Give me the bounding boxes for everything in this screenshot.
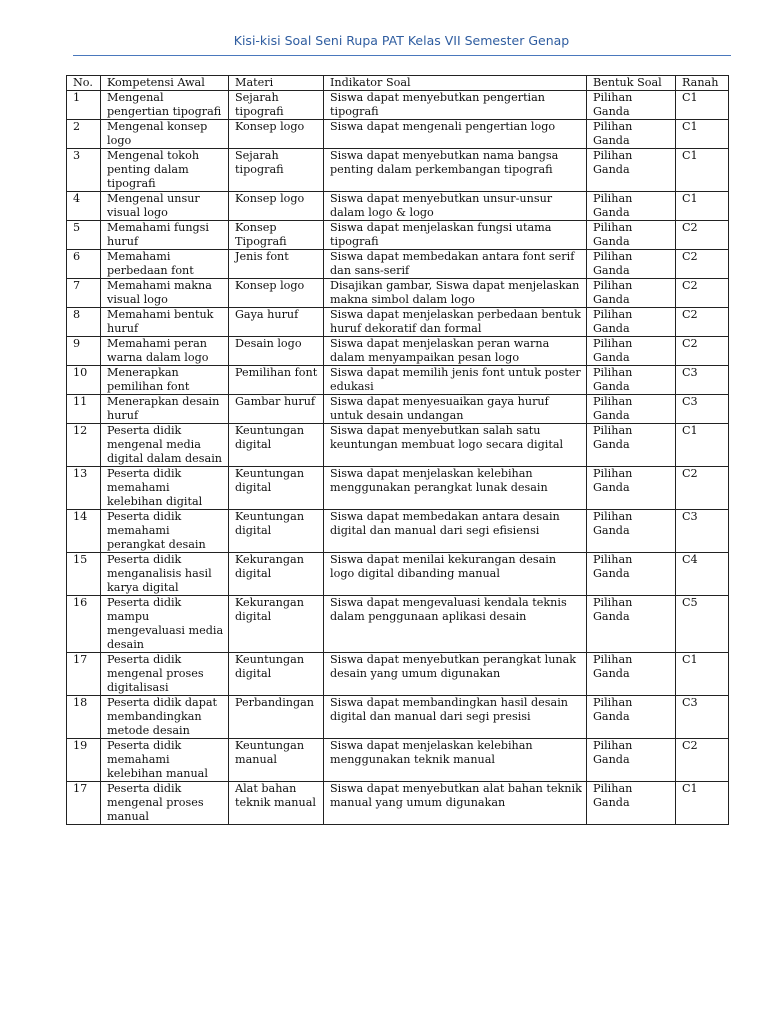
header-bentuk-soal: Bentuk Soal (587, 76, 676, 91)
cell-bentuk-soal: Pilihan Ganda (587, 739, 676, 782)
cell-bentuk-soal: Pilihan Ganda (587, 424, 676, 467)
table-row (67, 424, 729, 467)
cell-ranah: C1 (676, 424, 729, 467)
cell-no: 11 (67, 395, 101, 424)
cell-indikator-soal: Siswa dapat membedakan antara desain digital dan manual dari segi efisiensi (324, 510, 587, 553)
cell-kompetensi-awal: Peserta didik dapat membandingkan metode desain (101, 696, 229, 739)
cell-bentuk-soal: Pilihan Ganda (587, 192, 676, 221)
cell-kompetensi-awal: Peserta didik mengenal media digital dalam desain (101, 424, 229, 467)
header-indikator-soal: Indikator Soal (324, 76, 587, 91)
cell-materi: Keuntungan digital (229, 510, 324, 553)
cell-ranah: C1 (676, 782, 729, 825)
cell-ranah: C1 (676, 149, 729, 192)
cell-materi: Konsep logo (229, 192, 324, 221)
cell-no: 14 (67, 510, 101, 553)
cell-bentuk-soal: Pilihan Ganda (587, 221, 676, 250)
cell-ranah: C3 (676, 366, 729, 395)
cell-bentuk-soal: Pilihan Ganda (587, 510, 676, 553)
cell-indikator-soal: Siswa dapat menyebutkan unsur-unsur dalam logo & logo (324, 192, 587, 221)
cell-materi: Konsep logo (229, 120, 324, 149)
cell-ranah: C1 (676, 91, 729, 120)
header-no: No. (67, 76, 101, 91)
cell-materi: Konsep Tipografi (229, 221, 324, 250)
table-row (67, 192, 729, 221)
kisi-kisi-table (66, 75, 729, 825)
cell-no: 1 (67, 91, 101, 120)
cell-ranah: C2 (676, 250, 729, 279)
cell-kompetensi-awal: Menerapkan pemilihan font (101, 366, 229, 395)
cell-kompetensi-awal: Peserta didik mengenal proses manual (101, 782, 229, 825)
cell-indikator-soal: Siswa dapat menyebutkan nama bangsa penting dalam perkembangan tipografi (324, 149, 587, 192)
cell-indikator-soal: Siswa dapat menyesuaikan gaya huruf untuk desain undangan (324, 395, 587, 424)
cell-materi: Kekurangan digital (229, 553, 324, 596)
cell-bentuk-soal: Pilihan Ganda (587, 596, 676, 653)
cell-indikator-soal: Siswa dapat membedakan antara font serif dan sans-serif (324, 250, 587, 279)
cell-no: 19 (67, 739, 101, 782)
cell-no: 15 (67, 553, 101, 596)
cell-kompetensi-awal: Memahami perbedaan font (101, 250, 229, 279)
cell-materi: Keuntungan digital (229, 424, 324, 467)
table-row (67, 782, 729, 825)
cell-indikator-soal: Siswa dapat menilai kekurangan desain logo digital dibanding manual (324, 553, 587, 596)
cell-ranah: C3 (676, 696, 729, 739)
cell-materi: Kekurangan digital (229, 596, 324, 653)
cell-indikator-soal: Siswa dapat menjelaskan perbedaan bentuk huruf dekoratif dan formal (324, 308, 587, 337)
cell-ranah: C1 (676, 192, 729, 221)
cell-ranah: C1 (676, 653, 729, 696)
cell-indikator-soal: Siswa dapat menyebutkan salah satu keuntungan membuat logo secara digital (324, 424, 587, 467)
cell-materi: Keuntungan manual (229, 739, 324, 782)
cell-no: 3 (67, 149, 101, 192)
cell-no: 5 (67, 221, 101, 250)
cell-kompetensi-awal: Memahami peran warna dalam logo (101, 337, 229, 366)
cell-indikator-soal: Siswa dapat menjelaskan kelebihan menggunakan perangkat lunak desain (324, 467, 587, 510)
cell-materi: Keuntungan digital (229, 653, 324, 696)
cell-bentuk-soal: Pilihan Ganda (587, 308, 676, 337)
page-title: Kisi-kisi Soal Seni Rupa PAT Kelas VII Semester Genap (233, 33, 570, 48)
cell-no: 12 (67, 424, 101, 467)
cell-ranah: C2 (676, 337, 729, 366)
cell-materi: Jenis font (229, 250, 324, 279)
cell-materi: Perbandingan (229, 696, 324, 739)
cell-no: 8 (67, 308, 101, 337)
table-row (67, 221, 729, 250)
cell-bentuk-soal: Pilihan Ganda (587, 366, 676, 395)
cell-ranah: C5 (676, 596, 729, 653)
cell-indikator-soal: Siswa dapat menyebutkan pengertian tipografi (324, 91, 587, 120)
cell-bentuk-soal: Pilihan Ganda (587, 467, 676, 510)
table-row (67, 739, 729, 782)
cell-kompetensi-awal: Mengenal konsep logo (101, 120, 229, 149)
cell-materi: Sejarah tipografi (229, 149, 324, 192)
header-materi: Materi (229, 76, 324, 91)
cell-bentuk-soal: Pilihan Ganda (587, 696, 676, 739)
cell-indikator-soal: Siswa dapat menjelaskan peran warna dalam menyampaikan pesan logo (324, 337, 587, 366)
table-row (67, 596, 729, 653)
cell-kompetensi-awal: Peserta didik menganalisis hasil karya digital (101, 553, 229, 596)
cell-kompetensi-awal: Peserta didik mampu mengevaluasi media desain (101, 596, 229, 653)
cell-materi: Sejarah tipografi (229, 91, 324, 120)
cell-kompetensi-awal: Memahami makna visual logo (101, 279, 229, 308)
cell-indikator-soal: Siswa dapat membandingkan hasil desain digital dan manual dari segi presisi (324, 696, 587, 739)
cell-ranah: C1 (676, 120, 729, 149)
cell-kompetensi-awal: Peserta didik memahami perangkat desain (101, 510, 229, 553)
cell-indikator-soal: Siswa dapat memilih jenis font untuk poster edukasi (324, 366, 587, 395)
cell-materi: Desain logo (229, 337, 324, 366)
cell-indikator-soal: Siswa dapat menjelaskan fungsi utama tipografi (324, 221, 587, 250)
cell-no: 17 (67, 782, 101, 825)
cell-ranah: C2 (676, 221, 729, 250)
cell-no: 4 (67, 192, 101, 221)
cell-indikator-soal: Siswa dapat menjelaskan kelebihan menggunakan teknik manual (324, 739, 587, 782)
cell-no: 7 (67, 279, 101, 308)
cell-materi: Gaya huruf (229, 308, 324, 337)
title-divider (73, 55, 731, 56)
cell-ranah: C2 (676, 308, 729, 337)
cell-bentuk-soal: Pilihan Ganda (587, 250, 676, 279)
cell-no: 9 (67, 337, 101, 366)
cell-indikator-soal: Siswa dapat mengenali pengertian logo (324, 120, 587, 149)
table-row (67, 337, 729, 366)
cell-ranah: C2 (676, 279, 729, 308)
table-row (67, 696, 729, 739)
header-kompetensi-awal: Kompetensi Awal (101, 76, 229, 91)
cell-kompetensi-awal: Peserta didik memahami kelebihan digital (101, 467, 229, 510)
table-row (67, 91, 729, 120)
cell-bentuk-soal: Pilihan Ganda (587, 149, 676, 192)
cell-kompetensi-awal: Peserta didik memahami kelebihan manual (101, 739, 229, 782)
cell-no: 6 (67, 250, 101, 279)
table-row (67, 279, 729, 308)
cell-kompetensi-awal: Mengenal tokoh penting dalam tipografi (101, 149, 229, 192)
cell-bentuk-soal: Pilihan Ganda (587, 337, 676, 366)
cell-bentuk-soal: Pilihan Ganda (587, 120, 676, 149)
cell-indikator-soal: Siswa dapat menyebutkan perangkat lunak desain yang umum digunakan (324, 653, 587, 696)
header-ranah: Ranah (676, 76, 729, 91)
table-row (67, 120, 729, 149)
cell-ranah: C4 (676, 553, 729, 596)
table-header-row (67, 76, 729, 91)
cell-ranah: C3 (676, 395, 729, 424)
cell-no: 17 (67, 653, 101, 696)
cell-materi: Pemilihan font (229, 366, 324, 395)
cell-no: 18 (67, 696, 101, 739)
cell-kompetensi-awal: Mengenal pengertian tipografi (101, 91, 229, 120)
cell-bentuk-soal: Pilihan Ganda (587, 653, 676, 696)
table-row (67, 653, 729, 696)
cell-kompetensi-awal: Mengenal unsur visual logo (101, 192, 229, 221)
table-row (67, 467, 729, 510)
table-row (67, 149, 729, 192)
cell-indikator-soal: Siswa dapat menyebutkan alat bahan teknik manual yang umum digunakan (324, 782, 587, 825)
table-row (67, 510, 729, 553)
cell-kompetensi-awal: Memahami bentuk huruf (101, 308, 229, 337)
cell-indikator-soal: Siswa dapat mengevaluasi kendala teknis dalam penggunaan aplikasi desain (324, 596, 587, 653)
table-row (67, 250, 729, 279)
table-row (67, 395, 729, 424)
cell-kompetensi-awal: Peserta didik mengenal proses digitalisasi (101, 653, 229, 696)
cell-ranah: C3 (676, 510, 729, 553)
cell-no: 10 (67, 366, 101, 395)
cell-no: 13 (67, 467, 101, 510)
cell-materi: Gambar huruf (229, 395, 324, 424)
cell-materi: Konsep logo (229, 279, 324, 308)
cell-indikator-soal: Disajikan gambar, Siswa dapat menjelaskan makna simbol dalam logo (324, 279, 587, 308)
cell-no: 16 (67, 596, 101, 653)
cell-bentuk-soal: Pilihan Ganda (587, 395, 676, 424)
cell-kompetensi-awal: Memahami fungsi huruf (101, 221, 229, 250)
cell-bentuk-soal: Pilihan Ganda (587, 91, 676, 120)
cell-no: 2 (67, 120, 101, 149)
cell-ranah: C2 (676, 739, 729, 782)
cell-materi: Keuntungan digital (229, 467, 324, 510)
cell-bentuk-soal: Pilihan Ganda (587, 782, 676, 825)
table-row (67, 308, 729, 337)
cell-ranah: C2 (676, 467, 729, 510)
table-row (67, 366, 729, 395)
cell-kompetensi-awal: Menerapkan desain huruf (101, 395, 229, 424)
cell-bentuk-soal: Pilihan Ganda (587, 279, 676, 308)
cell-materi: Alat bahan teknik manual (229, 782, 324, 825)
cell-bentuk-soal: Pilihan Ganda (587, 553, 676, 596)
table-row (67, 553, 729, 596)
